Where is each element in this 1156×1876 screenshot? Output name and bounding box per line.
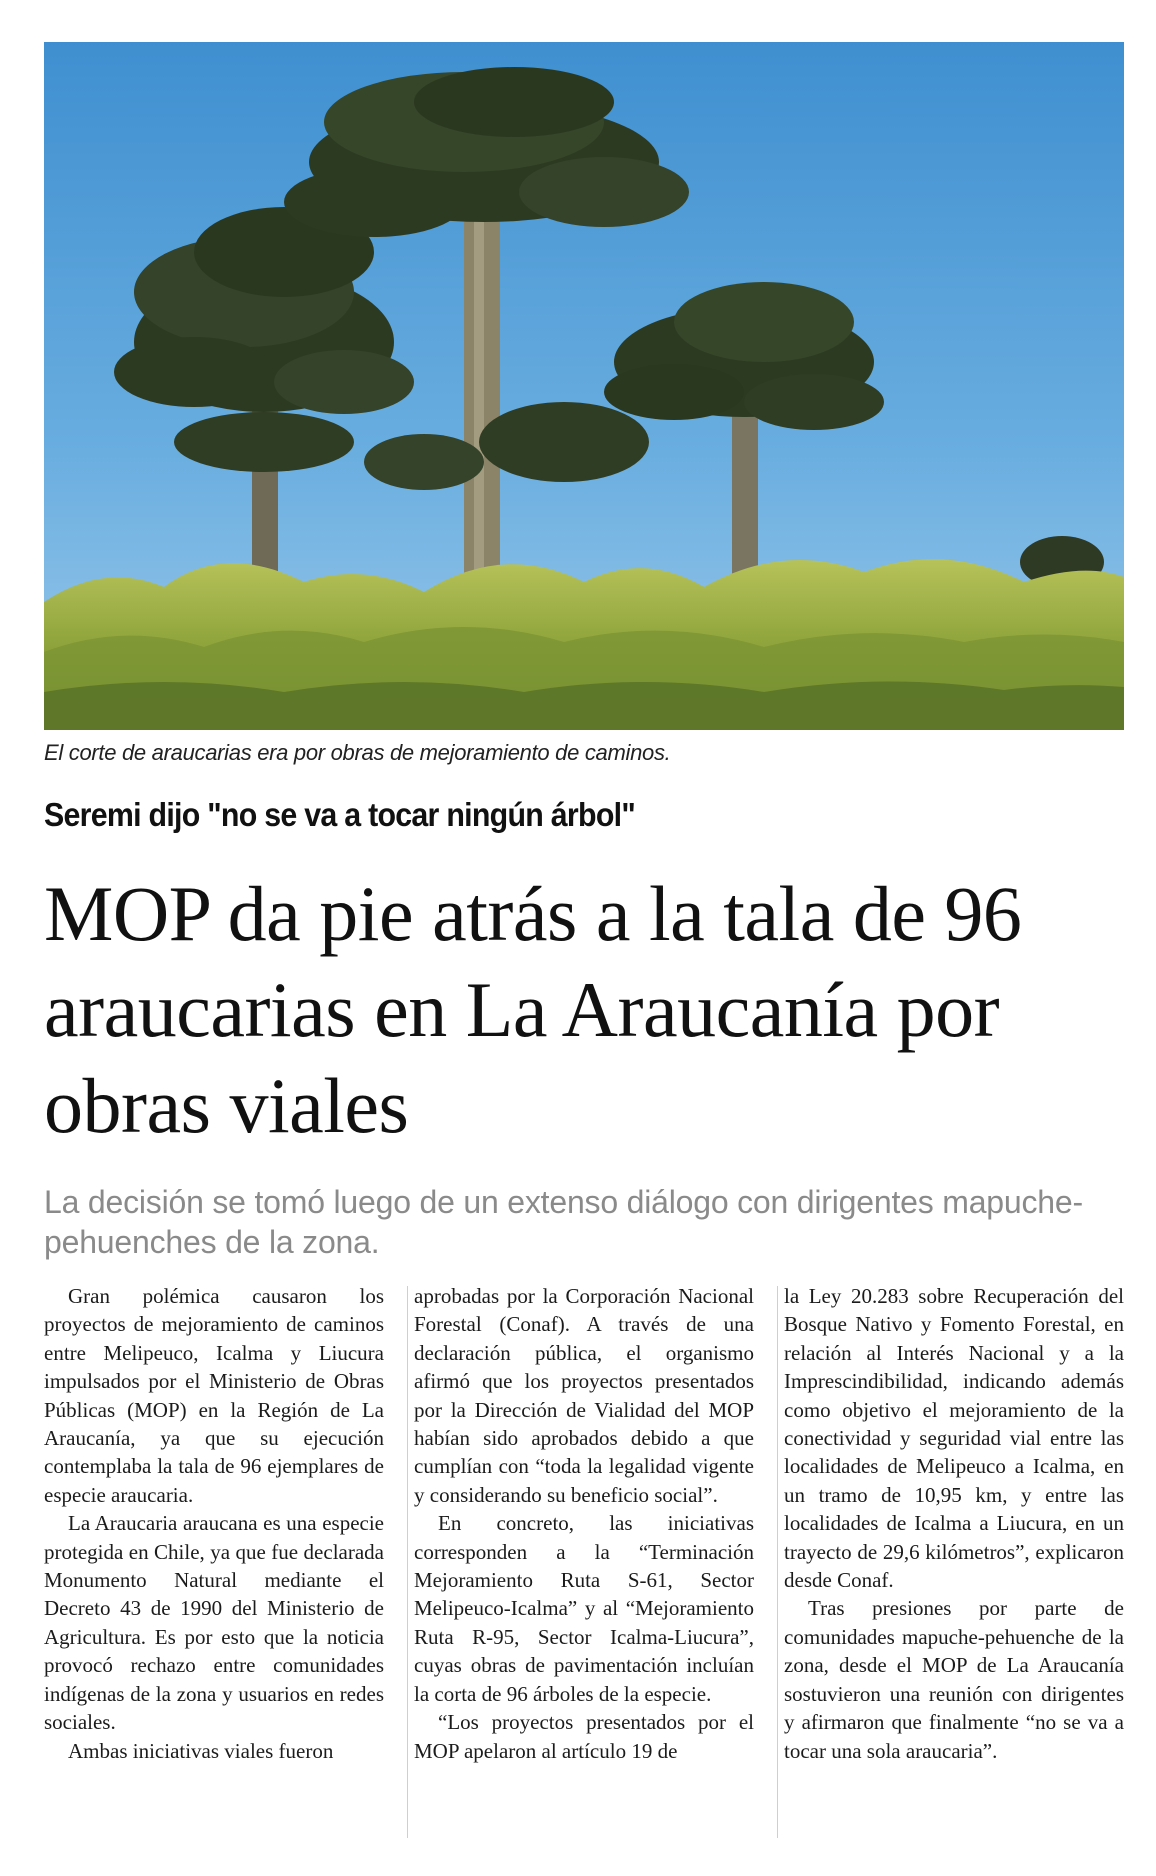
araucaria-trees-illustration [44, 42, 1124, 730]
article-paragraph: Ambas iniciativas viales fueron [68, 1738, 334, 1763]
article-paragraph: aprobadas por la Corporación Nacional Forestal (Conaf). A través de una declaración pública, el organismo afirmó que los proyectos presentados por la Dirección de Vialidad del MOP habían sido aprobados debido a que cumplían con “toda la legalidad vigente y considerando su beneficio social”. [414, 1284, 754, 1507]
headline: MOP da pie atrás a la tala de 96 araucarias en La Araucanía por obras viales [44, 870, 1022, 1149]
article-column-1 [44, 1282, 384, 1842]
article-paragraph: “Los proyectos presentados por el MOP apelaron al artículo 19 de [414, 1710, 754, 1763]
column-divider [777, 1286, 778, 1838]
article-paragraph: La Araucaria araucana es una especie protegida en Chile, ya que fue declarada Monumento Natural mediante el Decreto 43 de 1990 del Ministerio de Agricultura. Es por esto que la noticia provocó rechazo entre comunidades indígenas de la zona y usuarios en redes sociales. [44, 1511, 384, 1735]
article-paragraph: Tras presiones por parte de comunidades mapuche-pehuenche de la zona, desde el MOP de La Araucanía sostuvieron una reunión con dirigentes y afirmaron que finalmente “no se va a tocar una sola araucaria”. [784, 1596, 1124, 1763]
photo-caption: El corte de araucarias era por obras de mejoramiento de caminos. [44, 740, 671, 765]
column-divider [407, 1286, 408, 1838]
article-paragraph: En concreto, las iniciativas corresponden a la “Terminación Mejoramiento Ruta S-61, Sector Melipeuco-Icalma” y al “Mejoramiento Ruta R-95, Sector Icalma-Liucura”, cuyas obras de pavimentación incluían la corta de 96 árboles de la especie. [414, 1511, 754, 1706]
article-column-2 [414, 1282, 754, 1842]
article-paragraph: la Ley 20.283 sobre Recuperación del Bosque Nativo y Fomento Forestal, en relación al Interés Nacional y a la Imprescindibilidad, indicando además como objetivo el mejoramiento de la conectividad y seguridad vial entre las localidades de Melipeuco a Icalma, en un tramo de 10,95 km, y entre las localidades de Icalma a Liucura, en un trayecto de 29,6 kilómetros”, explicaron desde Conaf. [784, 1284, 1124, 1593]
araucaria-photo [44, 42, 1124, 730]
article-column-3 [784, 1282, 1124, 1842]
article-paragraph: Gran polémica causaron los proyectos de mejoramiento de caminos entre Melipeuco, Icalma y Liucura impulsados por el Ministerio de Obras Públicas (MOP) en la Región de La Araucanía, ya que su ejecución contemplaba la tala de 96 ejemplares de especie araucaria. [44, 1284, 384, 1507]
deck: La decisión se tomó luego de un extenso diálogo con dirigentes mapuche-pehuenches de la zona. [44, 1184, 1083, 1260]
kicker: Seremi dijo "no se va a tocar ningún árbol" [44, 796, 635, 833]
article-body [44, 1282, 1124, 1842]
